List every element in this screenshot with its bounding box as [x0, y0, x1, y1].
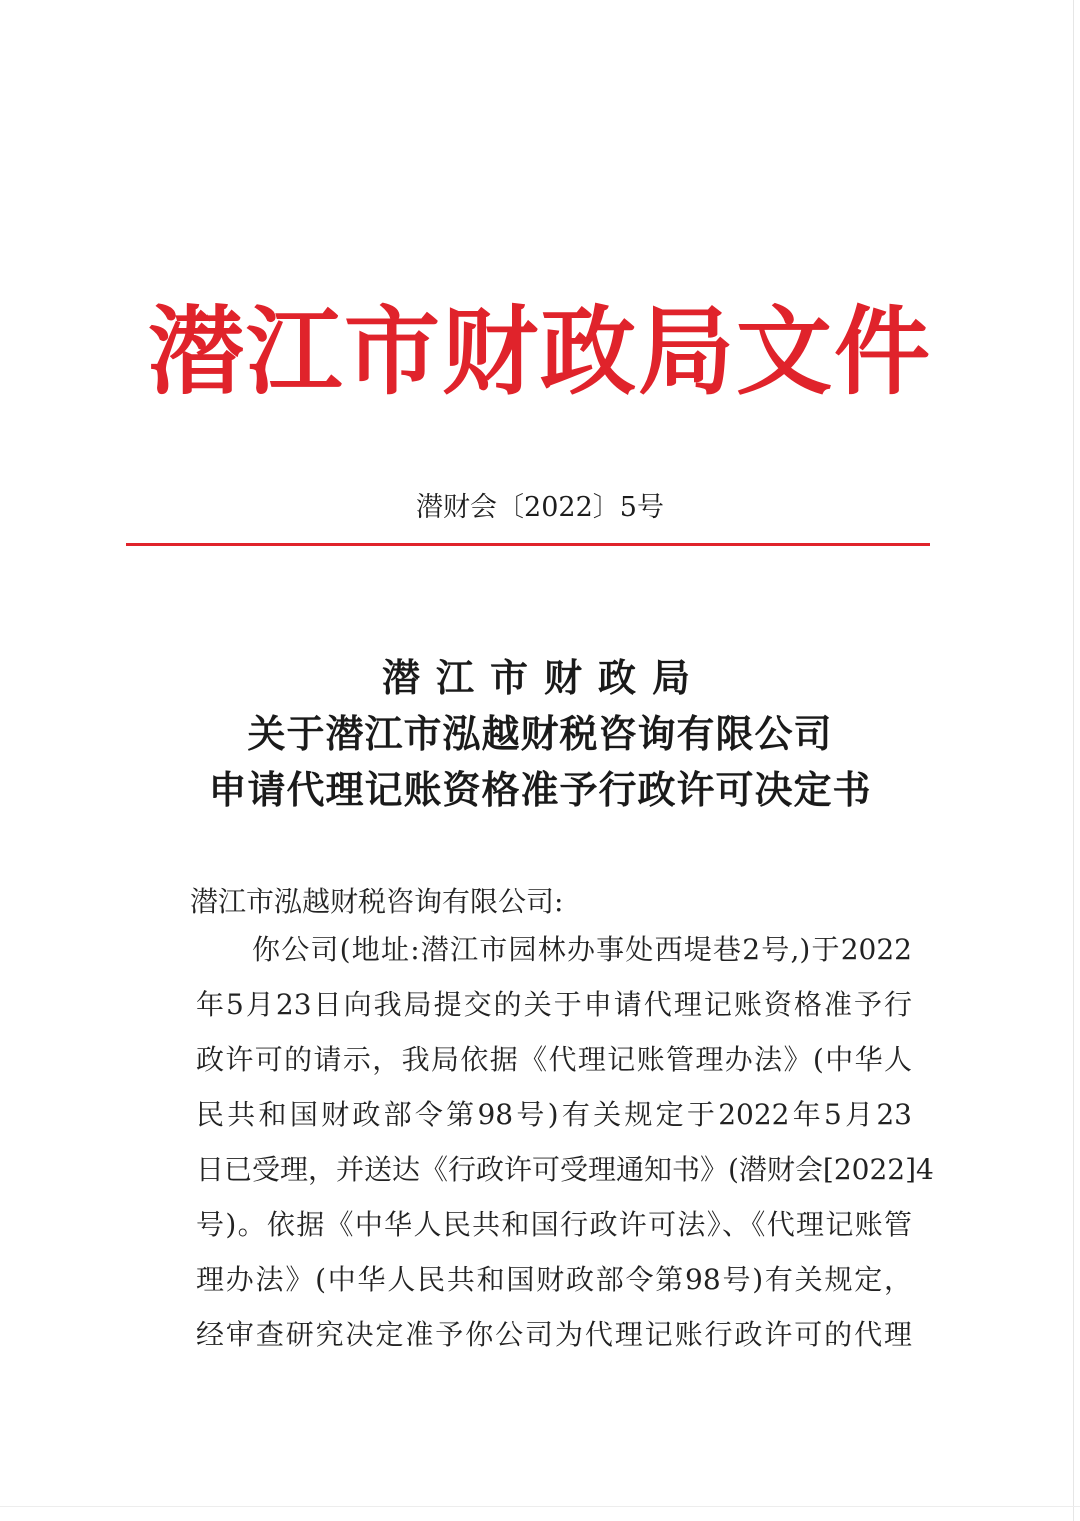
body-line-5: 日已受理，并送达《行政许可受理通知书》(潜财会[2022]4 [196, 1153, 934, 1186]
red-separator-line [126, 543, 930, 546]
body-line-8: 经审查研究决定准予你公司为代理记账行政许可的代理 [196, 1318, 912, 1351]
body-line-3: 政许可的请示，我局依据《代理记账管理办法》(中华人 [196, 1043, 912, 1076]
addressee: 潜江市泓越财税咨询有限公司: [190, 885, 564, 918]
title-line-decision: 申请代理记账资格准予行政许可决定书 [208, 768, 872, 812]
body-line-6: 号)。依据《中华人民共和国行政许可法》、《代理记账管 [196, 1208, 912, 1241]
title-line-issuer: 潜江市财政局 [381, 656, 706, 700]
body-line-1: 你公司(地址:潜江市园林办事处西堤巷2号,)于2022 [252, 933, 912, 966]
body-line-7: 理办法》(中华人民共和国财政部令第98号)有关规定， [196, 1263, 912, 1296]
scan-edge-bottom [0, 1506, 1080, 1507]
document-title [0, 650, 1080, 818]
title-line-subject: 关于潜江市泓越财税咨询有限公司 [247, 712, 833, 756]
body-line-2: 年5月23日向我局提交的关于申请代理记账资格准予行 [196, 988, 912, 1021]
body-line-4: 民共和国财政部令第98号)有关规定于2022年5月23 [196, 1098, 912, 1131]
masthead-title: 潜江市财政局文件 [148, 296, 932, 408]
document-number: 潜财会〔2022〕5号 [416, 492, 664, 523]
